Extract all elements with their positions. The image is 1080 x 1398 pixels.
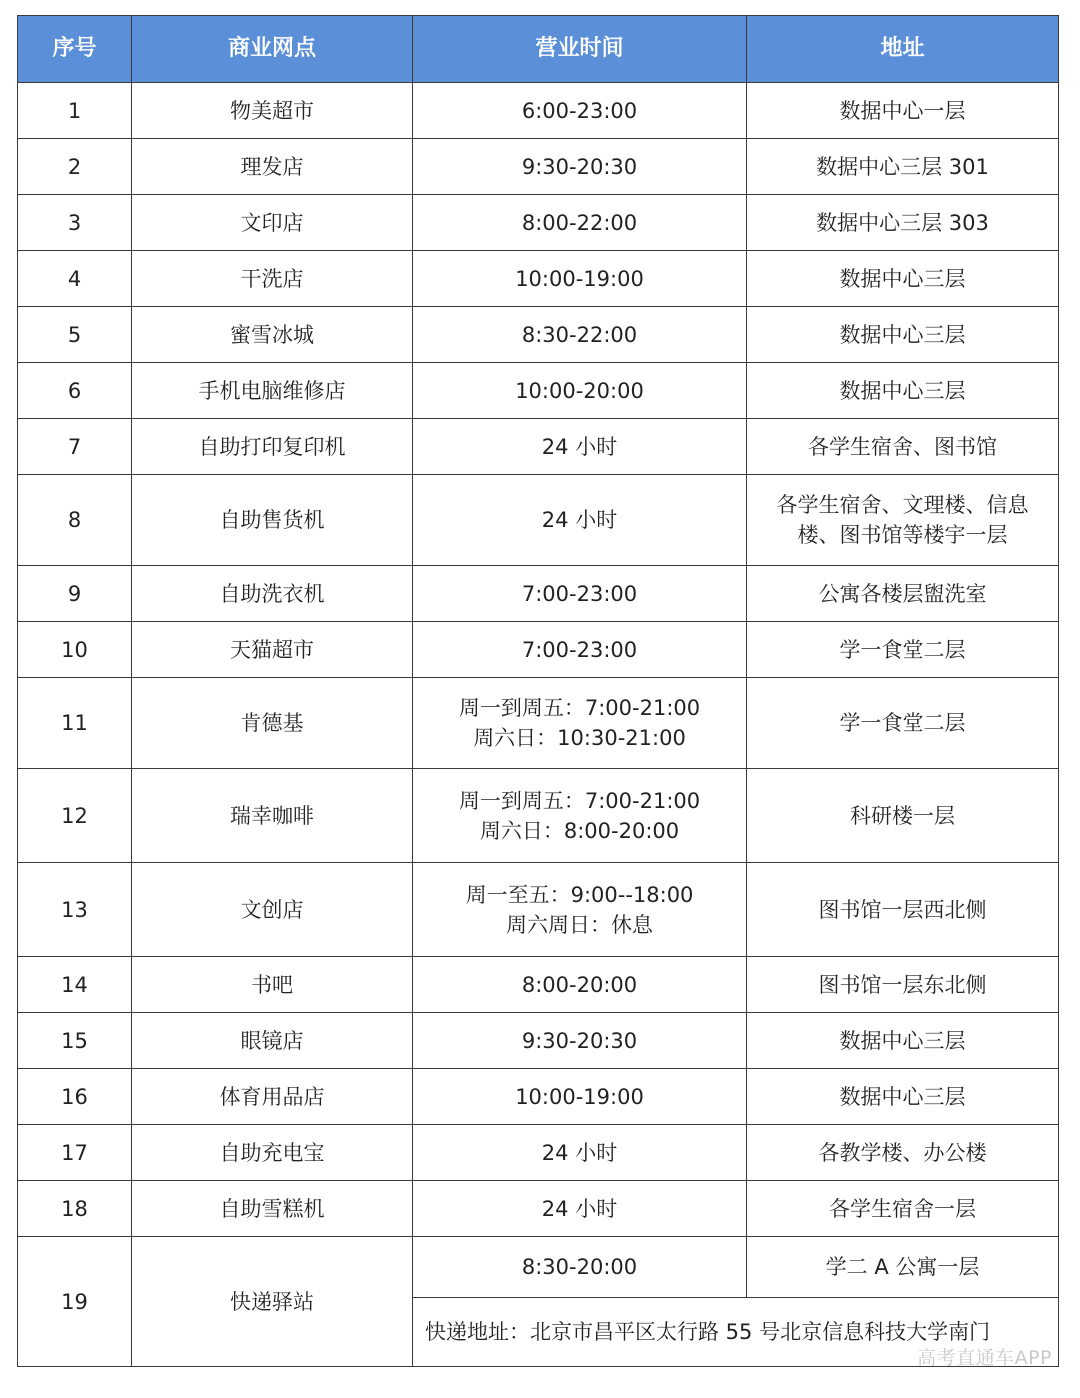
row-name: 眼镜店 [132,1013,413,1069]
table-row [18,195,1059,251]
row-address-line: 各学生宿舍一层 [829,1196,976,1221]
row-address [747,1125,1059,1181]
row-address [747,251,1059,307]
row-no: 14 [18,957,132,1013]
row-name: 蜜雪冰城 [132,307,413,363]
row-hours-line: 24 小时 [541,434,618,459]
row-hours-line: 8:30-22:00 [521,322,638,347]
row-name: 自助售货机 [132,475,413,566]
row-name: 体育用品店 [132,1069,413,1125]
table-body [18,83,1059,1367]
row-no: 15 [18,1013,132,1069]
row-address [747,1181,1059,1237]
row-hours-line: 6:00-23:00 [521,98,638,123]
row-address-line: 图书馆一层东北侧 [818,972,987,997]
table-row [18,1181,1059,1237]
watermark-text: 高考直通车APP [917,1347,1052,1369]
row-name: 理发店 [132,139,413,195]
header-no: 序号 [18,16,132,83]
express-address-note: 快递地址：北京市昌平区太行路 55 号北京信息科技大学南门 [413,1298,1059,1367]
row-hours-line: 9:30-20:30 [521,154,638,179]
row-address-line: 数据中心三层 [839,378,966,403]
row-address [747,139,1059,195]
business-outlets-table [17,15,1059,1367]
row-hours [413,622,747,678]
row-hours-line: 7:00-23:00 [521,581,638,606]
table-row [18,863,1059,957]
table-row [18,622,1059,678]
row-hours [413,957,747,1013]
row-hours-line: 周六日：8:00-20:00 [479,818,680,843]
row-hours-line: 7:00-23:00 [521,637,638,662]
row-address-line: 数据中心三层 303 [816,210,989,235]
row-no: 1 [18,83,132,139]
row-address [747,863,1059,957]
row-hours [413,566,747,622]
row-hours-line: 周一到周五：7:00-21:00 [458,696,701,720]
table-row [18,363,1059,419]
row-address-line: 学一食堂二层 [839,637,966,662]
row-hours [413,1069,747,1125]
row-address-line: 各教学楼、办公楼 [818,1140,987,1165]
row-no: 18 [18,1181,132,1237]
row-name: 文创店 [132,863,413,957]
row-hours-line: 周一至五：9:00--18:00 [465,882,694,907]
row-no: 3 [18,195,132,251]
row-no: 19 [18,1237,132,1367]
row-name: 快递驿站 [132,1237,413,1367]
row-address-line: 各学生宿舍、图书馆 [808,434,997,459]
row-address [747,419,1059,475]
table-row [18,1125,1059,1181]
row-name: 自助打印复印机 [132,419,413,475]
row-hours-line: 10:00-19:00 [515,266,644,291]
row-address: 学二 A 公寓一层 [747,1237,1059,1298]
header-hours: 营业时间 [413,16,747,83]
table-row [18,251,1059,307]
row-name: 书吧 [132,957,413,1013]
row-name: 肯德基 [132,678,413,769]
row-address [747,83,1059,139]
row-address [747,957,1059,1013]
row-no: 4 [18,251,132,307]
row-address-line: 楼、图书馆等楼宇一层 [797,523,1008,547]
row-hours [413,139,747,195]
row-address [747,363,1059,419]
row-hours [413,195,747,251]
row-no: 8 [18,475,132,566]
row-address-line: 学一食堂二层 [839,711,966,735]
row-address [747,307,1059,363]
row-no: 5 [18,307,132,363]
row-hours-line: 9:30-20:30 [521,1028,638,1053]
row-address-line: 科研楼一层 [850,803,955,828]
row-no: 16 [18,1069,132,1125]
table-row [18,307,1059,363]
row-name: 自助洗衣机 [132,566,413,622]
row-name: 干洗店 [132,251,413,307]
table-row [18,475,1059,566]
row-name: 天猫超市 [132,622,413,678]
table-header-row [18,16,1059,83]
row-hours-line: 周六周日：休息 [506,912,653,937]
row-no: 9 [18,566,132,622]
row-address-line: 图书馆一层西北侧 [818,897,987,922]
row-no: 13 [18,863,132,957]
row-no: 7 [18,419,132,475]
header-name: 商业网点 [132,16,413,83]
table-row [18,678,1059,769]
row-address [747,678,1059,769]
table-row [18,566,1059,622]
row-hours [413,307,747,363]
row-hours [413,475,747,566]
row-address-line: 各学生宿舍、文理楼、信息 [776,493,1029,517]
row-address-line: 数据中心三层 301 [816,154,989,179]
row-hours-line: 24 小时 [541,1140,618,1165]
row-hours: 8:30-20:00 [413,1237,747,1298]
row-hours-line: 10:00-19:00 [515,1084,644,1109]
row-name: 自助雪糕机 [132,1181,413,1237]
row-no: 11 [18,678,132,769]
row-hours [413,419,747,475]
row-name: 文印店 [132,195,413,251]
table-row [18,139,1059,195]
row-no: 12 [18,769,132,863]
row-address-line: 数据中心三层 [839,1028,966,1053]
row-no: 2 [18,139,132,195]
row-hours [413,363,747,419]
row-no: 10 [18,622,132,678]
table-row [18,1013,1059,1069]
row-hours [413,1013,747,1069]
table-row [18,957,1059,1013]
table-row [18,769,1059,863]
row-hours [413,1181,747,1237]
row-address-line: 数据中心一层 [839,98,966,123]
row-hours [413,769,747,863]
table-row [18,419,1059,475]
row-address [747,475,1059,566]
table-row [18,1237,1059,1298]
row-address-line: 数据中心三层 [839,266,966,291]
row-hours-line: 10:00-20:00 [515,378,644,403]
row-address [747,1013,1059,1069]
row-address [747,1069,1059,1125]
row-hours [413,863,747,957]
row-name: 瑞幸咖啡 [132,769,413,863]
row-address [747,622,1059,678]
row-name: 物美超市 [132,83,413,139]
row-hours [413,251,747,307]
table-row [18,1069,1059,1125]
row-hours-line: 周六日：10:30-21:00 [473,726,686,750]
row-hours-line: 8:00-20:00 [521,972,638,997]
row-address [747,769,1059,863]
row-address [747,566,1059,622]
row-hours [413,1125,747,1181]
header-address: 地址 [747,16,1059,83]
row-hours [413,678,747,769]
row-hours-line: 8:00-22:00 [521,210,638,235]
row-address-line: 公寓各楼层盥洗室 [818,581,987,606]
row-no: 6 [18,363,132,419]
row-hours-line: 周一到周五：7:00-21:00 [458,788,701,813]
row-address-line: 数据中心三层 [839,1084,966,1109]
row-hours-line: 24 小时 [541,508,618,532]
row-name: 手机电脑维修店 [132,363,413,419]
row-no: 17 [18,1125,132,1181]
row-address-line: 数据中心三层 [839,322,966,347]
row-name: 自助充电宝 [132,1125,413,1181]
row-address [747,195,1059,251]
table-row [18,83,1059,139]
row-hours-line: 24 小时 [541,1196,618,1221]
row-hours [413,83,747,139]
